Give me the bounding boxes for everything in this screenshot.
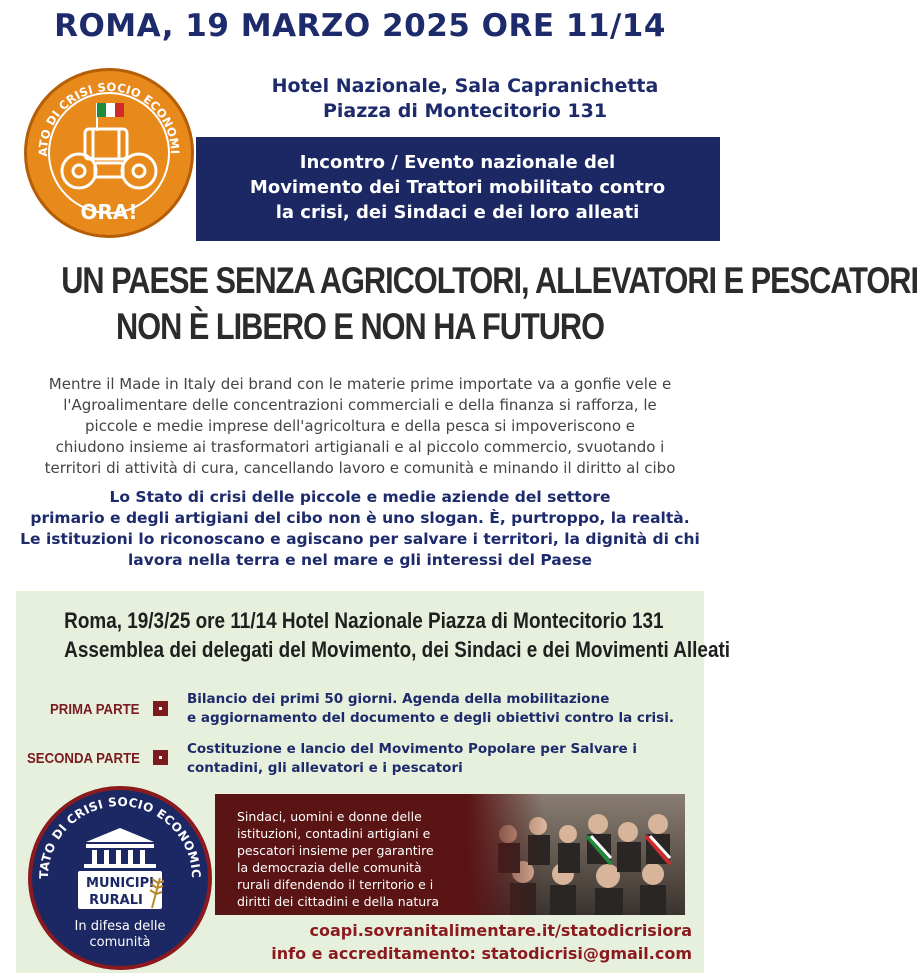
- intro-line: Mentre il Made in Italy dei brand con le materie prime importate va a gonfie vele e: [48, 375, 672, 393]
- intro-line: chiudono insieme ai trasformatori artigianali e al piccolo commercio, svuotando i: [55, 438, 665, 456]
- logo-caption: In difesa delle: [74, 919, 166, 934]
- intro-line: piccole e medie imprese dell'agricoltura e della pesca si impoveriscono e: [85, 417, 635, 435]
- building-icon: [84, 828, 156, 868]
- venue: [210, 74, 720, 124]
- event-line: Movimento dei Trattori mobilitato contro: [249, 177, 666, 198]
- logo-badge-line: MUNICIPI: [86, 876, 154, 891]
- assembly-line: Roma, 19/3/25 ore 11/14 Hotel Nazionale Piazza di Montecitorio 131: [64, 608, 664, 633]
- band-line: la democrazia delle comunità: [237, 860, 422, 875]
- crisis-logo: [24, 68, 194, 238]
- italian-flag-icon: [97, 103, 124, 131]
- statement-line: Lo Stato di crisi delle piccole e medie aziende del settore: [109, 488, 611, 506]
- band-line: Sindaci, uomini e donne delle: [237, 809, 422, 824]
- contacts: [222, 919, 692, 965]
- logo-badge-line: RURALI: [89, 893, 143, 908]
- headline: [61, 258, 918, 350]
- municipi-rurali-logo: [28, 786, 212, 970]
- logo-ring-text: ATO DI CRISI SOCIO ECONOMI: [35, 79, 183, 157]
- crisis-logo-graphic: [27, 71, 191, 235]
- event-line: Incontro / Evento nazionale del: [299, 152, 616, 173]
- logo-center-text: ORA!: [80, 200, 138, 224]
- tractor-icon: [62, 129, 156, 188]
- statement-line: Le istituzioni lo riconoscano e agiscano per salvare i territori, la dignità di chi: [20, 530, 700, 548]
- band-line: diritti dei cittadini e della natura: [237, 894, 439, 909]
- intro-line: l'Agroalimentare delle concentrazioni commerciali e della finanza si rafforza, le: [63, 396, 657, 414]
- part-line: e aggiornamento del documento e degli obiettivi contro la crisi.: [187, 710, 674, 726]
- part-line: contadini, gli allevatori e i pescatori: [187, 760, 463, 776]
- band-line: istituzioni, contadini artigiani e: [237, 826, 431, 841]
- assembly-line: Assemblea dei delegati del Movimento, dei Sindaci e dei Movimenti Alleati: [64, 637, 731, 662]
- square-bullet-icon: [153, 750, 168, 765]
- email-line[interactable]: info e accreditamento: statodicrisi@gmail.com: [271, 944, 692, 963]
- part-description-first: [187, 690, 674, 728]
- headline-line: UN PAESE SENZA AGRICOLTORI, ALLEVATORI E PESCATORI: [61, 260, 918, 301]
- crowd-photo: [468, 794, 685, 915]
- band-line: rurali difendendo il territorio e i: [237, 877, 434, 892]
- band-line: pescatori insieme per garantire: [237, 843, 434, 858]
- venue-address: Piazza di Montecitorio 131: [322, 100, 608, 122]
- part-label-second: SECONDA PARTE: [27, 750, 140, 767]
- event-line: la crisi, dei Sindaci e dei loro alleati: [275, 202, 640, 223]
- part-line: Bilancio dei primi 50 giorni. Agenda della mobilitazione: [187, 691, 610, 707]
- square-bullet-icon: [153, 701, 168, 716]
- logo-ring-text: TATO DI CRISI SOCIO ECONOMIC: [36, 794, 204, 880]
- part-line: Costituzione e lancio del Movimento Popolare per Salvare i: [187, 741, 637, 757]
- crowd-photo-graphic: [468, 794, 685, 915]
- municipi-rurali-logo-graphic: [32, 790, 208, 966]
- logo-caption: comunità: [89, 935, 151, 950]
- assembly-heading: [64, 606, 731, 664]
- part-description-second: [187, 740, 637, 778]
- page-title: ROMA, 19 MARZO 2025 ORE 11/14: [54, 8, 666, 44]
- part-label-first: PRIMA PARTE: [50, 701, 140, 718]
- intro-line: territori di attività di cura, cancellando lavoro e comunità e minando il diritto al cibo: [44, 459, 676, 477]
- statement: [0, 487, 720, 571]
- event-description: [205, 150, 710, 225]
- statement-line: lavora nella terra e nel mare e gli interessi del Paese: [127, 551, 593, 569]
- intro-paragraph: [18, 374, 702, 479]
- statement-line: primario e degli artigiani del cibo non è uno slogan. È, purtroppo, la realtà.: [30, 509, 690, 527]
- headline-line: NON È LIBERO E NON HA FUTURO: [116, 306, 604, 347]
- venue-name: Hotel Nazionale, Sala Capranichetta: [271, 75, 659, 97]
- website-link[interactable]: coapi.sovranitalimentare.it/statodicrisiora: [309, 921, 692, 940]
- mayors-band-text: [237, 808, 477, 910]
